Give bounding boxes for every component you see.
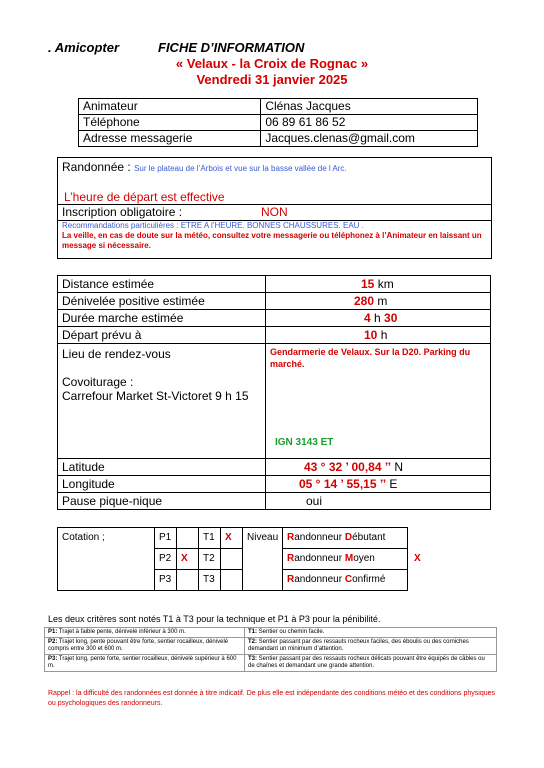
rdv-cell: [58, 344, 266, 459]
table-row: [58, 459, 491, 476]
depart-unit: h: [377, 328, 388, 342]
email-value: Jacques.clenas@gmail.com: [261, 131, 478, 147]
recommandations: Recommandations particulières : ETRE A l’HEURE. BONNES CHAUSSURES. EAU .: [62, 221, 364, 230]
inscription-row: [58, 205, 491, 221]
telephone-label: Téléphone: [79, 115, 261, 131]
latitude-label: Latitude: [58, 459, 266, 476]
table-row: [58, 528, 491, 549]
rdv-value: Gendarmerie de Velaux. Sur la D20. Parking du marché.: [270, 347, 471, 369]
level-confirme: [283, 570, 408, 591]
cotation-table: [57, 527, 491, 591]
cotation-label: Cotation ;: [58, 528, 155, 591]
p3-text: Trajet long, pente forte, sentier rocailleux, dénivelé supérieur à 600 m.: [48, 656, 237, 669]
duree-label: Durée marche estimée: [58, 310, 266, 327]
covoiturage-value: Carrefour Market St-Victoret 9 h 15: [62, 389, 249, 403]
denivele-label: Dénivelée positive estimée: [58, 293, 266, 310]
level-initial: R: [287, 553, 295, 564]
t3-definition: [245, 655, 497, 672]
duree-separator: h: [370, 311, 385, 325]
table-row: [79, 131, 478, 147]
p1-text: Trajet à faible pente, dénivelé inférieur à 300 m.: [57, 629, 186, 635]
level-initial: R: [287, 532, 295, 543]
depart-effectif: L’heure de départ est effective: [58, 190, 491, 205]
level-confirme-mark: [408, 570, 491, 591]
t2-definition: [245, 638, 497, 655]
rdv-value-cell: [266, 344, 491, 459]
animateur-value: Clénas Jacques: [261, 99, 478, 115]
level-moyen: [283, 549, 408, 570]
p2-text: Trajet long, pente pouvant être forte, sentier rocailleux, dénivelé compris entre 300 et 600 m.: [48, 639, 229, 652]
depart-cell: [266, 327, 491, 344]
level-text: andonneur: [294, 532, 345, 543]
rappel-note: Rappel : la difficulté des randonnées est donnée à titre indicatif. De plus elle est indépendante des conditions météo et des conditions physiques ou psychologiques des randonneurs.: [48, 690, 495, 707]
longitude-cell: [266, 476, 491, 493]
info-box: [57, 157, 492, 259]
p2-definition: [45, 638, 245, 655]
randonnee-row: [58, 160, 491, 176]
duree-cell: [266, 310, 491, 327]
t3-mark: [221, 570, 243, 591]
denivele-cell: [266, 293, 491, 310]
table-row: [45, 638, 497, 655]
table-row: [58, 344, 491, 459]
t3-text: Sentier passant par des ressauts rocheux délicats pouvant être équipés de câbles ou de chaînes et demandant une grande attention.: [248, 656, 485, 669]
level-initial: C: [344, 574, 353, 585]
level-initial: R: [287, 574, 295, 585]
club-name: . Amicopter: [48, 40, 120, 55]
latitude-dir: N: [391, 460, 404, 474]
p3-definition: [45, 655, 245, 672]
level-initial: M: [344, 553, 354, 564]
document-title: FICHE D’INFORMATION: [158, 40, 305, 55]
t1-text: Sentier ou chemin facile.: [257, 629, 325, 635]
t2-text: Sentier passant par des ressauts rocheux faciles, des éboulis ou des corniches demandant un minimum d’attention.: [248, 639, 469, 652]
table-row: [58, 476, 491, 493]
depart-label: Départ prévu à: [58, 327, 266, 344]
t3-label: T3: [199, 570, 221, 591]
p1-label: P1: [155, 528, 177, 549]
table-row: [58, 293, 491, 310]
p1-code: P1:: [48, 629, 58, 635]
table-row: [79, 115, 478, 131]
p2-code: P2:: [48, 639, 58, 645]
duree-hours: 4: [364, 311, 371, 325]
animateur-label: Animateur: [79, 99, 261, 115]
t2-code: T2:: [248, 639, 257, 645]
covoiturage-label: Covoiturage :: [62, 375, 134, 389]
criteres-intro: Les deux critères sont notés T1 à T3 pour la technique et P1 à P3 pour la pénibilité.: [48, 614, 381, 624]
p3-mark: [177, 570, 199, 591]
p3-label: P3: [155, 570, 177, 591]
hike-name: « Velaux - la Croix de Rognac »: [175, 56, 369, 71]
email-label: Adresse messagerie: [79, 131, 261, 147]
level-debutant: [283, 528, 408, 549]
level-moyen-mark: X: [414, 552, 421, 564]
level-text: ébutant: [352, 532, 386, 543]
table-row: [58, 327, 491, 344]
t2-label: T2: [199, 549, 221, 570]
t1-label: T1: [199, 528, 221, 549]
p1-mark: [177, 528, 199, 549]
niveau-label: Niveau: [243, 528, 283, 591]
p2-label: P2: [155, 549, 177, 570]
level-debutant-mark: [408, 528, 491, 549]
t2-mark: [221, 549, 243, 570]
p1-definition: [45, 628, 245, 638]
inscription-label: Inscription obligatoire :: [62, 205, 183, 219]
level-text: andonneur: [294, 574, 345, 585]
t1-code: T1:: [248, 629, 257, 635]
distance-unit: km: [374, 277, 394, 291]
t1-definition: [245, 628, 497, 638]
distance-label: Distance estimée: [58, 276, 266, 293]
contact-table: [78, 98, 478, 147]
table-row: [45, 628, 497, 638]
inscription-value: NON: [261, 205, 288, 219]
randonnee-label: Randonnée :: [62, 160, 131, 174]
depart-value: 10: [364, 328, 378, 342]
table-row: [58, 310, 491, 327]
latitude-cell: [266, 459, 491, 476]
randonnee-description: Sur le plateau de l’Arbois et vue sur la basse vallée de l Arc.: [134, 164, 347, 173]
longitude-value: 05 ° 14 ’ 55,15 ’’: [299, 477, 387, 491]
level-text: onfirmé: [352, 574, 386, 585]
meteo-note: La veille, en cas de doute sur la météo, consultez votre messagerie ou téléphonez à l’Animateur en laissant un message si nécessaire.: [62, 231, 482, 250]
details-table: [57, 275, 491, 510]
criteres-table: [44, 627, 497, 672]
table-row: [58, 276, 491, 293]
ign-map: IGN 3143 ET: [275, 437, 334, 448]
pause-label: Pause pique-nique: [58, 493, 266, 510]
table-row: [45, 655, 497, 672]
hike-date: Vendredi 31 janvier 2025: [196, 72, 348, 87]
table-row: [79, 99, 478, 115]
table-row: [58, 493, 491, 510]
distance-value: 15: [361, 277, 375, 291]
denivele-value: 280: [354, 294, 375, 308]
longitude-label: Longitude: [58, 476, 266, 493]
level-text: oyen: [353, 553, 375, 564]
denivele-unit: m: [374, 294, 388, 308]
rdv-label: Lieu de rendez-vous: [62, 347, 171, 361]
latitude-value: 43 ° 32 ’ 00,84 ’’: [304, 460, 392, 474]
t1-mark: X: [221, 528, 243, 549]
t3-code: T3:: [248, 656, 257, 662]
level-initial: D: [344, 532, 353, 543]
p2-mark: X: [177, 549, 199, 570]
duree-minutes: 30: [384, 311, 398, 325]
telephone-value: 06 89 61 86 52: [261, 115, 478, 131]
level-text: andonneur: [294, 553, 345, 564]
distance-cell: [266, 276, 491, 293]
pause-value: oui: [266, 493, 491, 510]
p3-code: P3:: [48, 656, 58, 662]
longitude-dir: E: [386, 477, 398, 491]
